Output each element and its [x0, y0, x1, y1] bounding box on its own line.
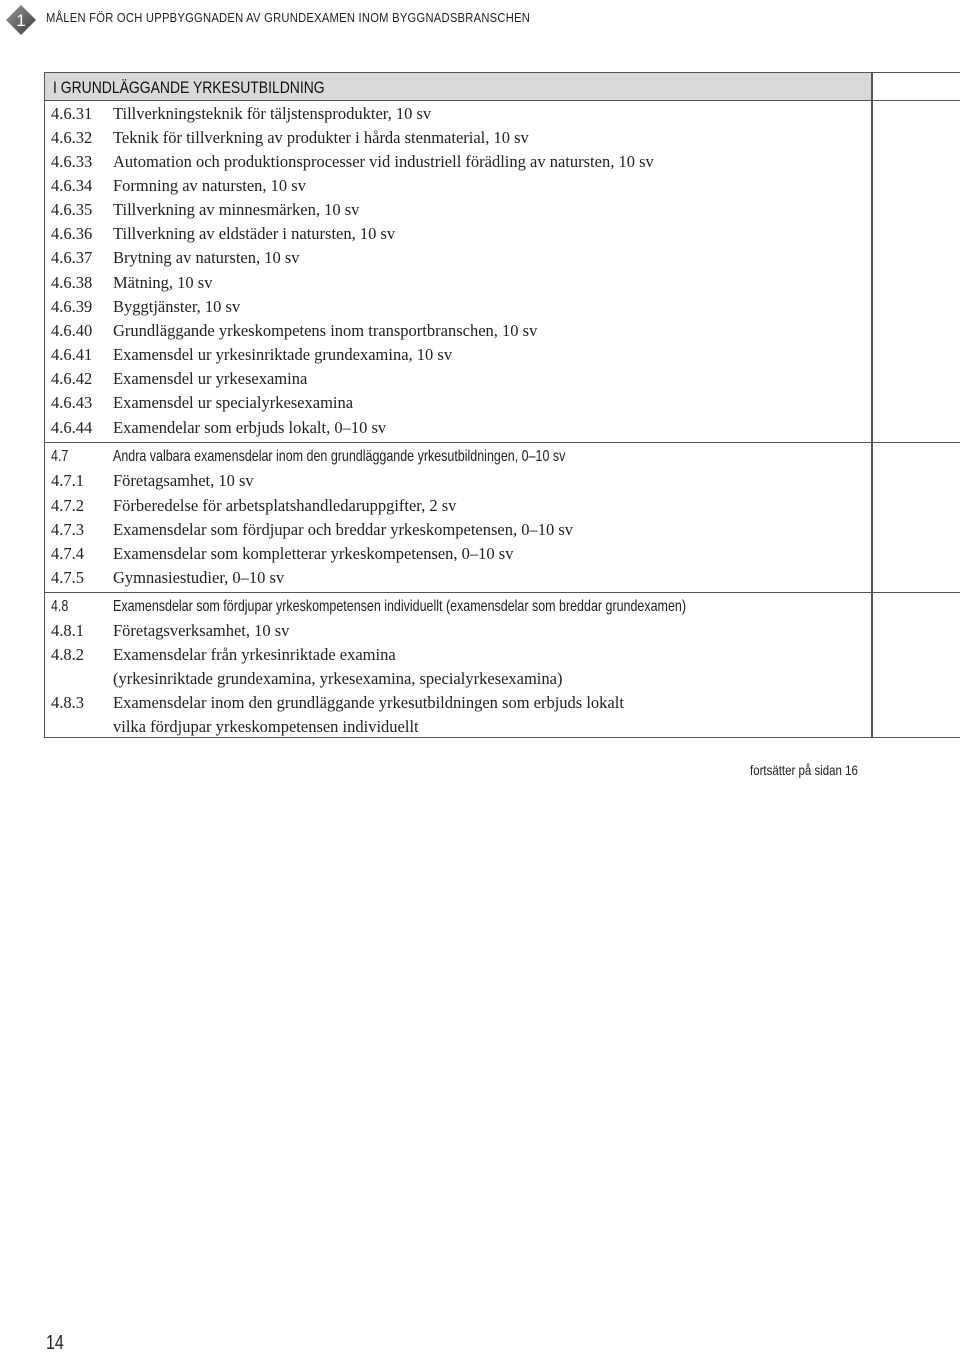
table-row: 4.6.42 Examensdel ur yrkesexamina	[51, 369, 308, 388]
table-row: 4.7.5 Gymnasiestudier, 0–10 sv	[51, 568, 285, 587]
section-heading-4-7: 4.7 Andra valbara examensdelar inom den grundläggande yrkesutbildningen, 0–10 sv	[51, 448, 566, 465]
table-row: 4.6.32 Teknik för tillverkning av produkter i hårda stenmaterial, 10 sv	[51, 128, 529, 147]
table-side-column	[872, 72, 960, 738]
table-row: 4.7.1 Företagsamhet, 10 sv	[51, 471, 254, 490]
table-row: 4.6.31 Tillverkningsteknik för täljstensprodukter, 10 sv	[51, 104, 432, 123]
table-row: 4.7.2 Förberedelse för arbetsplatshandledaruppgifter, 2 sv	[51, 496, 457, 515]
divider	[873, 592, 960, 593]
table-row: 4.8.3 Examensdelar inom den grundläggande yrkesutbildningen som erbjuds lokalt	[51, 693, 624, 712]
table-row: 4.8.1 Företagsverksamhet, 10 sv	[51, 621, 290, 640]
table-row: 4.6.35 Tillverkning av minnesmärken, 10 sv	[51, 200, 360, 219]
divider	[873, 442, 960, 443]
table-row: 4.7.4 Examensdelar som kompletterar yrkeskompetensen, 0–10 sv	[51, 544, 514, 563]
table-row: 4.6.34 Formning av natursten, 10 sv	[51, 176, 306, 195]
divider	[45, 442, 871, 443]
table-row: 4.6.36 Tillverkning av eldstäder i natursten, 10 sv	[51, 224, 396, 243]
page-number: 14	[46, 1332, 64, 1354]
continued-note: fortsätter på sidan 16	[750, 762, 858, 778]
table-row: 4.6.33 Automation och produktionsprocesser vid industriell förädling av natursten, 10 sv	[51, 152, 654, 171]
table-row: 4.6.41 Examensdel ur yrkesinriktade grundexamina, 10 sv	[51, 345, 453, 364]
chapter-number: 1	[16, 11, 26, 30]
table-row-continuation: vilka fördjupar yrkeskompetensen individuellt	[113, 717, 419, 736]
table-heading: I GRUNDLÄGGANDE YRKESUTBILDNING	[53, 78, 325, 97]
table-row: 4.6.44 Examendelar som erbjuds lokalt, 0–10 sv	[51, 418, 387, 437]
table-row: 4.7.3 Examensdelar som fördjupar och breddar yrkeskompetensen, 0–10 sv	[51, 520, 574, 539]
table-row: 4.8.2 Examensdelar från yrkesinriktade examina	[51, 645, 396, 664]
chapter-title: MÅLEN FÖR OCH UPPBYGGNADEN AV GRUNDEXAMEN INOM BYGGNADSBRANSCHEN	[46, 10, 531, 25]
section-heading-4-8: 4.8 Examensdelar som fördjupar yrkeskompetensen individuellt (examensdelar som breddar grundexamen)	[51, 598, 686, 615]
table-row: 4.6.39 Byggtjänster, 10 sv	[51, 297, 241, 316]
table-header-row	[45, 73, 871, 101]
table-row: 4.6.38 Mätning, 10 sv	[51, 273, 213, 292]
chapter-badge-icon	[5, 4, 37, 36]
table-row: 4.6.40 Grundläggande yrkeskompetens inom transportbranschen, 10 sv	[51, 321, 538, 340]
table-row: 4.6.37 Brytning av natursten, 10 sv	[51, 248, 300, 267]
table-row-continuation: (yrkesinriktade grundexamina, yrkesexamina, specialyrkesexamina)	[113, 669, 563, 688]
table-main-column	[44, 72, 872, 738]
table-row: 4.6.43 Examensdel ur specialyrkesexamina	[51, 393, 354, 412]
divider	[45, 592, 871, 593]
curriculum-table	[44, 72, 960, 738]
side-header-cell	[873, 73, 960, 101]
